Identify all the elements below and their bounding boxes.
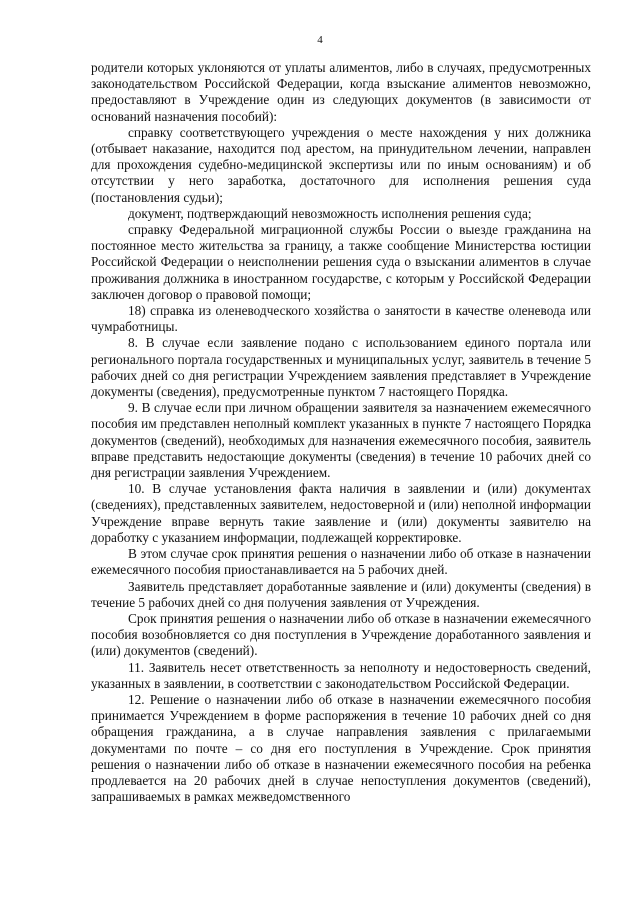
paragraph-clause-11: 11. Заявитель несет ответственность за неполноту и недостоверность сведений, указанных в заявлении, в соответствии с законодательством Российской Федерации. [91,659,591,691]
paragraph-migration-service-certificate: справку Федеральной миграционной службы России о выезде гражданина на постоянное место жительства за границу, а также сообщение Министерства юстиции Российской Федерации о неисполнении решения суда о взыскании алиментов в случае проживания должника в иностранном государстве, с которым у Российской Федерации заключен договор о правовой помощи; [91,222,591,302]
paragraph-clause-10-resubmission: Заявитель представляет доработанные заявление и (или) документы (сведения) в течение 5 рабочих дней со дня получения заявления от Учреждения. [91,578,591,610]
page-number: 4 [317,34,323,46]
paragraph-document-impossibility: документ, подтверждающий невозможность исполнения решения суда; [128,205,532,221]
paragraph-certificate-debtor-location: справку соответствующего учреждения о месте нахождения у них должника (отбывает наказание, находится под арестом, на принудительном лечении, направлен для прохождения судебно-медицинской экспертизы или по иным основаниям) и об отсутствии у него заработка, достаточного для исполнения решения суда (постановления судьи); [91,124,591,205]
paragraph-clause-10-suspension: В этом случае срок принятия решения о назначении либо об отказе в назначении ежемесячного пособия приостанавливается на 5 рабочих дней. [91,546,591,578]
document-body [91,60,591,805]
paragraph-clause-9: 9. В случае если при личном обращении заявителя за назначением ежемесячного пособия им представлен неполный комплект указанных в пункте 7 настоящего Порядка документов (сведений), необходимых для назначения ежемесячного пособия, заявитель вправе представить недостающие документы (сведения) в течение 10 рабочих дней со дня регистрации заявления Учреждением. [91,400,591,481]
paragraph-clause-8: 8. В случае если заявление подано с использованием единого портала или регионального портала государственных и муниципальных услуг, заявитель в течение 5 рабочих дней со дня регистрации Учреждением заявления представляет в Учреждение документы (сведения), предусмотренные пунктом 7 настоящего Порядка. [91,335,591,400]
paragraph-clause-12: 12. Решение о назначении либо об отказе в назначении ежемесячного пособия принимается Учреждением в форме распоряжения в течение 10 рабочих дней со дня обращения гражданина, а в случае направления заявления с прилагаемыми документами по почте – со дня его поступления в Учреждение. Срок принятия решения о назначении либо об отказе в назначении ежемесячного пособия на ребенка продлевается на 20 рабочих дней в случае непоступления документов (сведений), запрашиваемых в рамках межведомственного [91,691,591,805]
paragraph-clause-10: 10. В случае установления факта наличия в заявлении и (или) документах (сведениях), представленных заявителем, недостоверной и (или) неполной информации Учреждение вправе вернуть такие заявление и (или) документы заявителю на доработку с указанием информации, подлежащей корректировке. [91,481,591,545]
paragraph-intro: родители которых уклоняются от уплаты алиментов, либо в случаях, предусмотренных законодательством Российской Федерации, когда взыскание алиментов невозможно, предоставляют в Учреждение один из следующих документов (в зависимости от оснований назначения пособий): [91,60,591,124]
paragraph-item-18: 18) справка из оленеводческого хозяйства о занятости в качестве оленевода или чумработницы. [91,303,591,335]
paragraph-clause-10-resumption: Срок принятия решения о назначении либо об отказе в назначении ежемесячного пособия возобновляется со дня поступления в Учреждение доработанного заявления и (или) документов (сведений). [91,610,591,659]
